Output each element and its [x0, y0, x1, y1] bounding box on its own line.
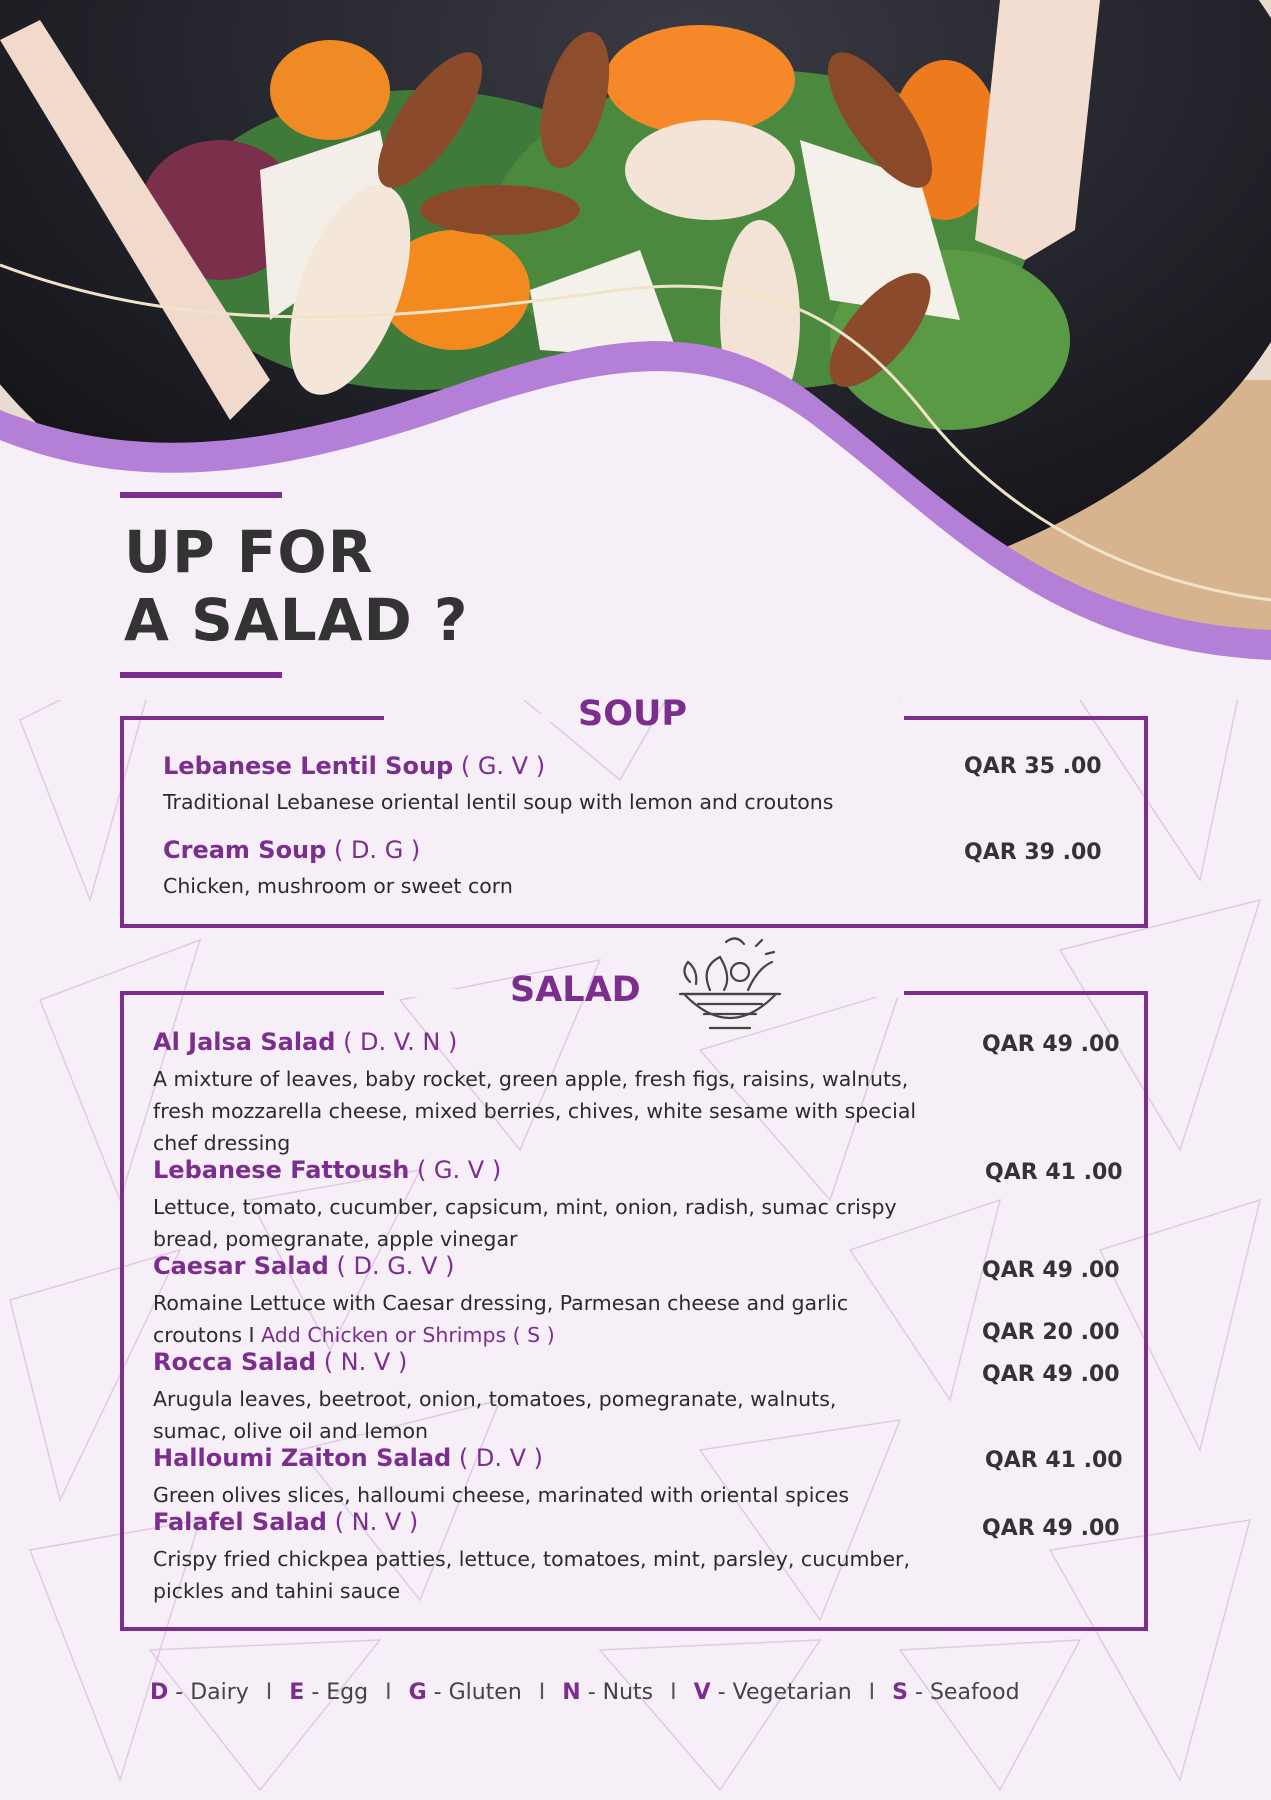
menu-item-price: QAR 35 .00 — [964, 754, 1102, 779]
item-tags: ( D. V. N ) — [335, 1028, 458, 1056]
item-title: Lebanese Lentil Soup — [163, 752, 454, 780]
menu-item-price: QAR 41 .00 — [985, 1160, 1123, 1185]
legend-code: D — [150, 1680, 169, 1705]
item-tags: ( D. G. V ) — [328, 1252, 455, 1280]
item-tags: ( N. V ) — [327, 1508, 419, 1536]
item-tags: ( D. V ) — [451, 1444, 543, 1472]
item-tags: ( G. V ) — [453, 752, 546, 780]
item-title: Falafel Salad — [153, 1508, 327, 1536]
menu-item-price: QAR 49 .00 — [982, 1362, 1120, 1387]
item-tags: ( D. G ) — [326, 836, 421, 864]
legend-label: - Seafood — [908, 1680, 1020, 1705]
menu-item-price: QAR 41 .00 — [985, 1448, 1123, 1473]
menu-item-addon-price: QAR 20 .00 — [982, 1320, 1120, 1345]
legend-code: E — [289, 1680, 305, 1705]
title-bottom-rule — [120, 672, 282, 678]
legend-code: V — [693, 1680, 711, 1705]
menu-item-description — [153, 1287, 913, 1351]
soup-section-title: SOUP — [578, 694, 688, 734]
page-title-block — [120, 492, 469, 678]
salad-section-title: SALAD — [510, 970, 641, 1010]
item-tags: ( G. V ) — [409, 1156, 502, 1184]
legend-label: - Egg — [304, 1680, 369, 1705]
legend-label: - Dairy — [168, 1680, 249, 1705]
item-tags: ( N. V ) — [316, 1348, 408, 1376]
menu-item-description: Crispy fried chickpea patties, lettuce, tomatoes, mint, parsley, cucumber, pickles and tahini sauce — [153, 1547, 910, 1603]
dietary-legend — [150, 1680, 1020, 1705]
menu-item-description: Lettuce, tomato, cucumber, capsicum, mint, onion, radish, sumac crispy bread, pomegranate, apple vinegar — [153, 1195, 897, 1251]
item-title: Cream Soup — [163, 836, 327, 864]
legend-separator: I — [385, 1680, 392, 1705]
menu-item-price: QAR 49 .00 — [982, 1516, 1120, 1541]
menu-item-name — [153, 1156, 501, 1184]
legend-code: N — [562, 1680, 581, 1705]
item-title: Rocca Salad — [153, 1348, 317, 1376]
menu-item-name — [153, 1348, 407, 1376]
legend-separator: I — [538, 1680, 546, 1705]
menu-item-name — [153, 1508, 418, 1536]
page-title — [124, 518, 469, 654]
menu-item-price: QAR 39 .00 — [964, 840, 1102, 865]
item-title: Lebanese Fattoush — [153, 1156, 410, 1184]
item-title: Al Jalsa Salad — [153, 1028, 336, 1056]
menu-item-name — [153, 1444, 543, 1472]
item-title: Halloumi Zaiton Salad — [153, 1444, 452, 1472]
menu-item-description: A mixture of leaves, baby rocket, green apple, fresh figs, raisins, walnuts, fresh mozzarella cheese, mixed berries, chives, white sesame with special chef dressing — [153, 1067, 917, 1155]
legend-label: - Nuts — [580, 1680, 654, 1705]
menu-item-description: Green olives slices, halloumi cheese, marinated with oriental spices — [153, 1483, 850, 1507]
item-desc-text: Romaine Lettuce with Caesar dressing, Parmesan cheese and garlic croutons I — [153, 1291, 849, 1347]
menu-item-description: Chicken, mushroom or sweet corn — [163, 874, 513, 898]
legend-code: G — [408, 1680, 427, 1705]
menu-item-name — [153, 1252, 454, 1280]
item-title: Caesar Salad — [153, 1252, 329, 1280]
item-addon-option: Add Chicken or Shrimps ( S ) — [261, 1323, 555, 1347]
title-line-1: UP FOR — [124, 518, 374, 586]
title-line-2: A SALAD ? — [124, 586, 469, 654]
menu-item-description: Traditional Lebanese oriental lentil soup with lemon and croutons — [163, 790, 834, 814]
menu-item-price: QAR 49 .00 — [982, 1258, 1120, 1283]
menu-item-name — [163, 752, 545, 780]
title-top-rule — [120, 492, 282, 498]
menu-item-name — [153, 1028, 457, 1056]
menu-item-name — [163, 836, 420, 864]
legend-label: - Vegetarian — [710, 1680, 852, 1705]
salad-bowl-icon — [670, 932, 790, 1042]
legend-separator: I — [868, 1680, 876, 1705]
menu-item-price: QAR 49 .00 — [982, 1032, 1120, 1057]
legend-label: - Gluten — [426, 1680, 522, 1705]
legend-separator: I — [670, 1680, 677, 1705]
legend-code: S — [892, 1680, 909, 1705]
menu-item-description: Arugula leaves, beetroot, onion, tomatoes, pomegranate, walnuts, sumac, olive oil and lemon — [153, 1387, 837, 1443]
legend-separator: I — [265, 1680, 273, 1705]
